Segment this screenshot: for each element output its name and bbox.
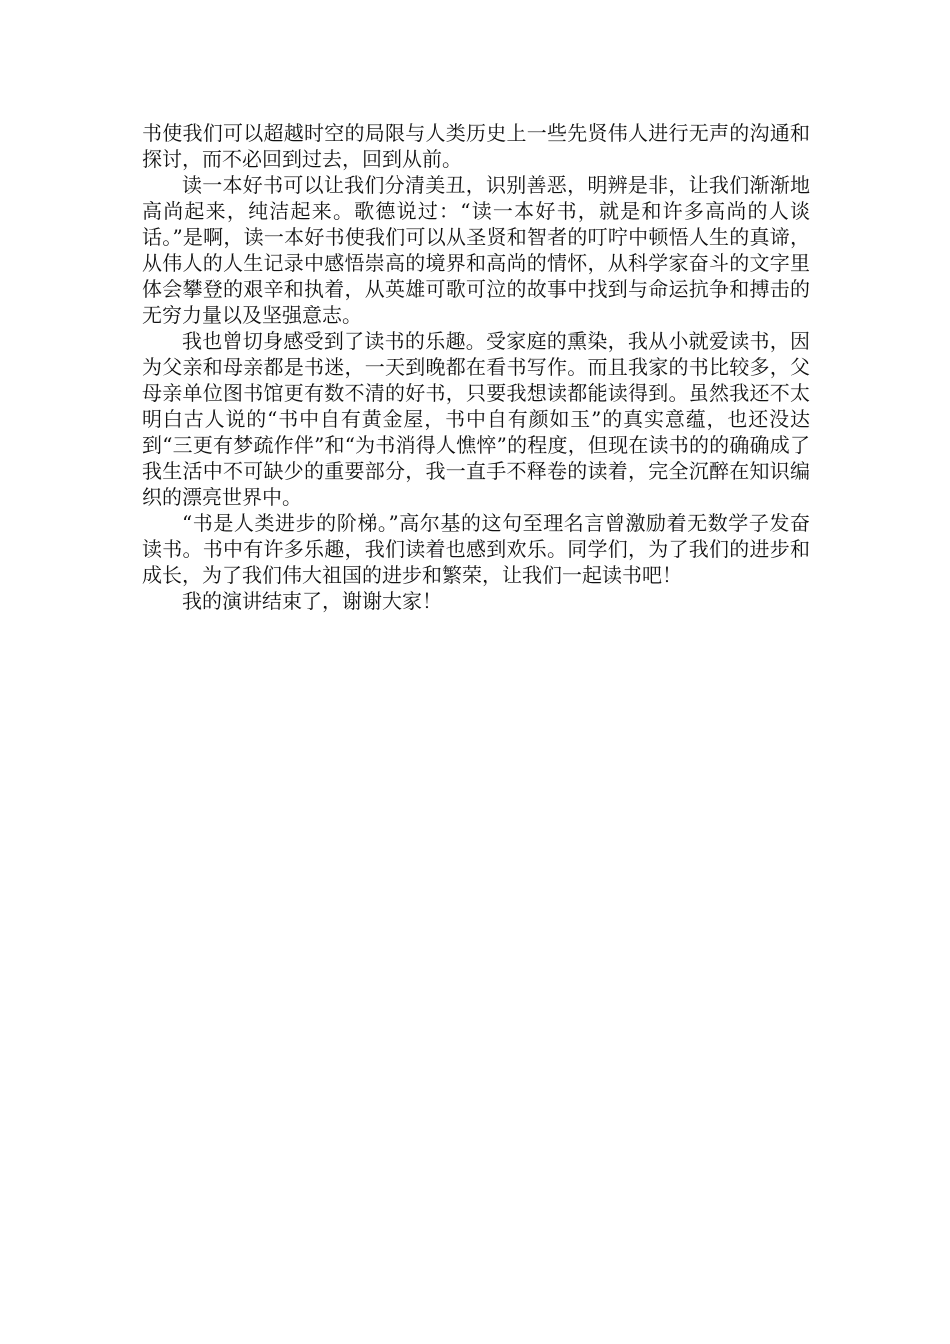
paragraph-good-book: 读一本好书可以让我们分清美丑，识别善恶，明辨是非，让我们渐渐地高尚起来，纯洁起来。歌德说过：“读一本好书，就是和许多高尚的人谈话。”是啊，读一本好书使我们可以从圣贤和智者的叮咛中顿悟人生的真谛，从伟人的人生记录中感悟崇高的境界和高尚的情怀，从科学家奋斗的文字里体会攀登的艰辛和执着，从英雄可歌可泣的故事中找到与命运抗争和搏击的无穷力量以及坚强意志。 [142,173,810,327]
paragraph-continuation: 书使我们可以超越时空的局限与人类历史上一些先贤伟人进行无声的沟通和探讨，而不必回到过去，回到从前。 [142,121,810,171]
paragraph-personal-joy: 我也曾切身感受到了读书的乐趣。受家庭的熏染，我从小就爱读书，因为父亲和母亲都是书迷，一天到晚都在看书写作。而且我家的书比较多，父母亲单位图书馆更有数不清的好书，只要我想读都能读得到。虽然我还不太明白古人说的“书中自有黄金屋，书中自有颜如玉”的真实意蕴，也还没达到“三更有梦疏作伴”和“为书消得人憔悴”的程度，但现在读书的的确确成了我生活中不可缺少的重要部分，我一直手不释卷的读着，完全沉醉在知识编织的漂亮世界中。 [142,329,810,509]
speech-body [142,120,810,614]
paragraph-gorky-quote: “书是人类进步的阶梯。”高尔基的这句至理名言曾激励着无数学子发奋读书。书中有许多乐趣，我们读着也感到欢乐。同学们，为了我们的进步和成长，为了我们伟大祖国的进步和繁荣，让我们一起读书吧！ [142,511,810,587]
paragraph-closing: 我的演讲结束了，谢谢大家！ [182,589,442,613]
